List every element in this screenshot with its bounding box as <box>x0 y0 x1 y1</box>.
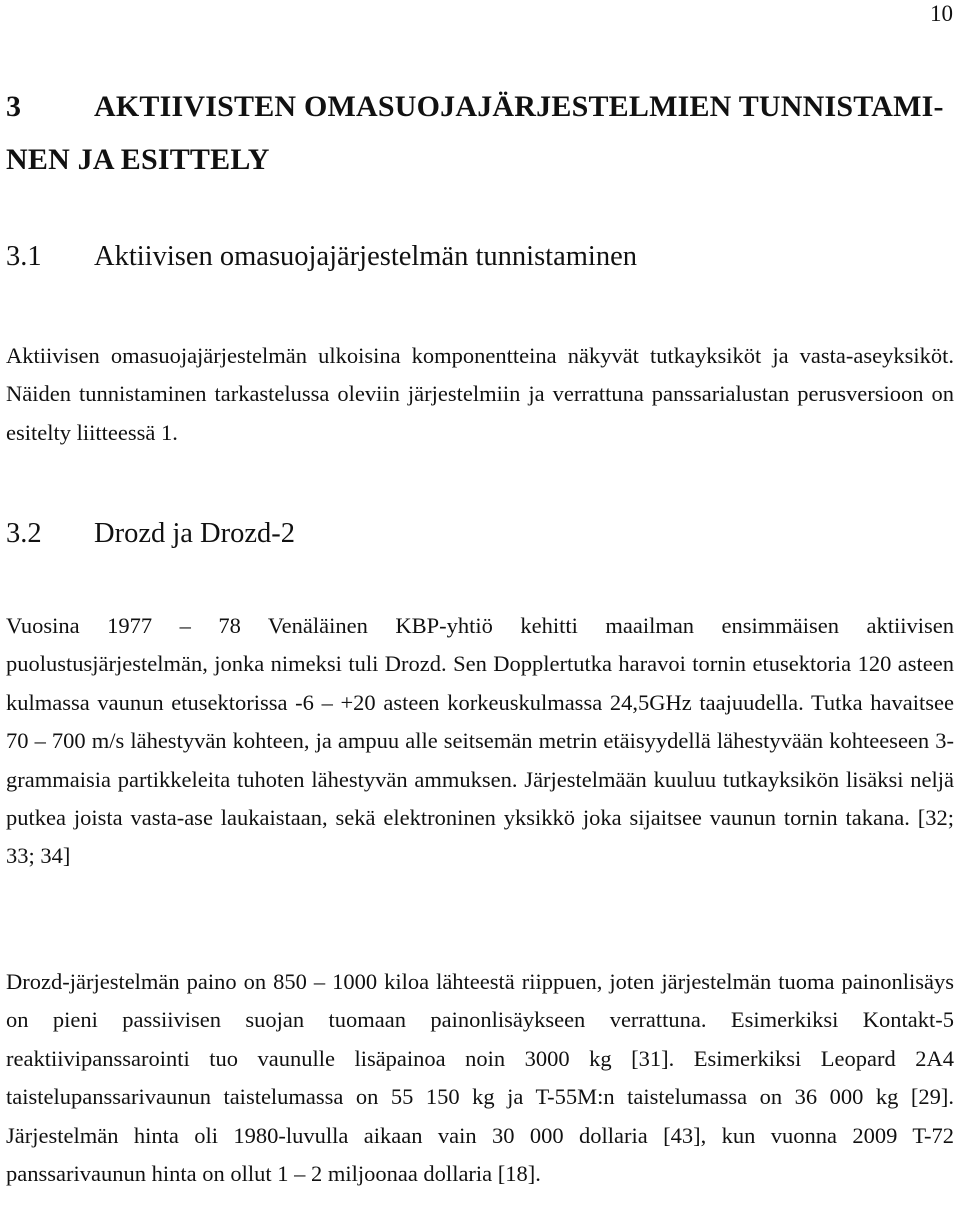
section-title: Aktiivisen omasuojajärjestelmän tunnistaminen <box>94 241 637 272</box>
section-3-2-paragraph-1: Vuosina 1977 – 78 Venäläinen KBP-yhtiö kehitti maailman ensimmäisen aktiivisen puolustusjärjestelmän, jonka nimeksi tuli Drozd. Sen Dopplertutka haravoi tornin etusektoria 120 asteen kulmassa vaunun etusektorissa -6 – +20 asteen korkeuskulmassa 24,5GHz taajuudella. Tutka havaitsee 70 – 700 m/s lähestyvän kohteen, ja ampuu alle seitsemän metrin etäisyydellä lähestyvään kohteeseen 3-grammaisia partikkeleita tuhoten lähestyvän ammuksen. Järjestelmään kuuluu tutkayksikön lisäksi neljä putkea joista vasta-ase laukaistaan, sekä elektroninen yksikkö joka sijaitsee vaunun tornin takana. [32; 33; 34] <box>6 613 954 869</box>
chapter-title: AKTIIVISTEN OMASUOJAJÄRJESTELMIEN TUNNISTAMI-NEN JA ESITTELY <box>6 90 944 176</box>
section-number: 3.1 <box>6 241 42 272</box>
section-title: Drozd ja Drozd-2 <box>94 518 296 549</box>
section-3-1-paragraph: Aktiivisen omasuojajärjestelmän ulkoisina komponentteina näkyvät tutkayksiköt ja vasta-aseyksiköt. Näiden tunnistaminen tarkastelussa oleviin järjestelmiin ja verrattuna panssarialustan perusversioon on esitelty liitteessä 1. <box>6 343 954 445</box>
chapter-number: 3 <box>6 90 22 123</box>
chapter-heading <box>6 80 954 186</box>
section-number: 3.2 <box>6 518 42 549</box>
page-number: 10 <box>930 1 953 26</box>
section-3-2-paragraph-2: Drozd-järjestelmän paino on 850 – 1000 kiloa lähteestä riippuen, joten järjestelmän tuoma painonlisäys on pieni passiivisen suojan tuomaan painonlisäykseen verrattuna. Esimerkiksi Kontakt-5 reaktiivipanssarointi tuo vaunulle lisäpainoa noin 3000 kg [31]. Esimerkiksi Leopard 2A4 taistelupanssarivaunun taistelumassa on 55 150 kg ja T-55M:n taistelumassa on 36 000 kg [29]. Järjestelmän hinta oli 1980-luvulla aikaan vain 30 000 dollaria [43], kun vuonna 2009 T-72 panssarivaunun hinta on ollut 1 – 2 miljoonaa dollaria [18]. <box>6 969 954 1187</box>
section-heading-3-2 <box>6 517 295 551</box>
section-heading-3-1 <box>6 240 637 274</box>
